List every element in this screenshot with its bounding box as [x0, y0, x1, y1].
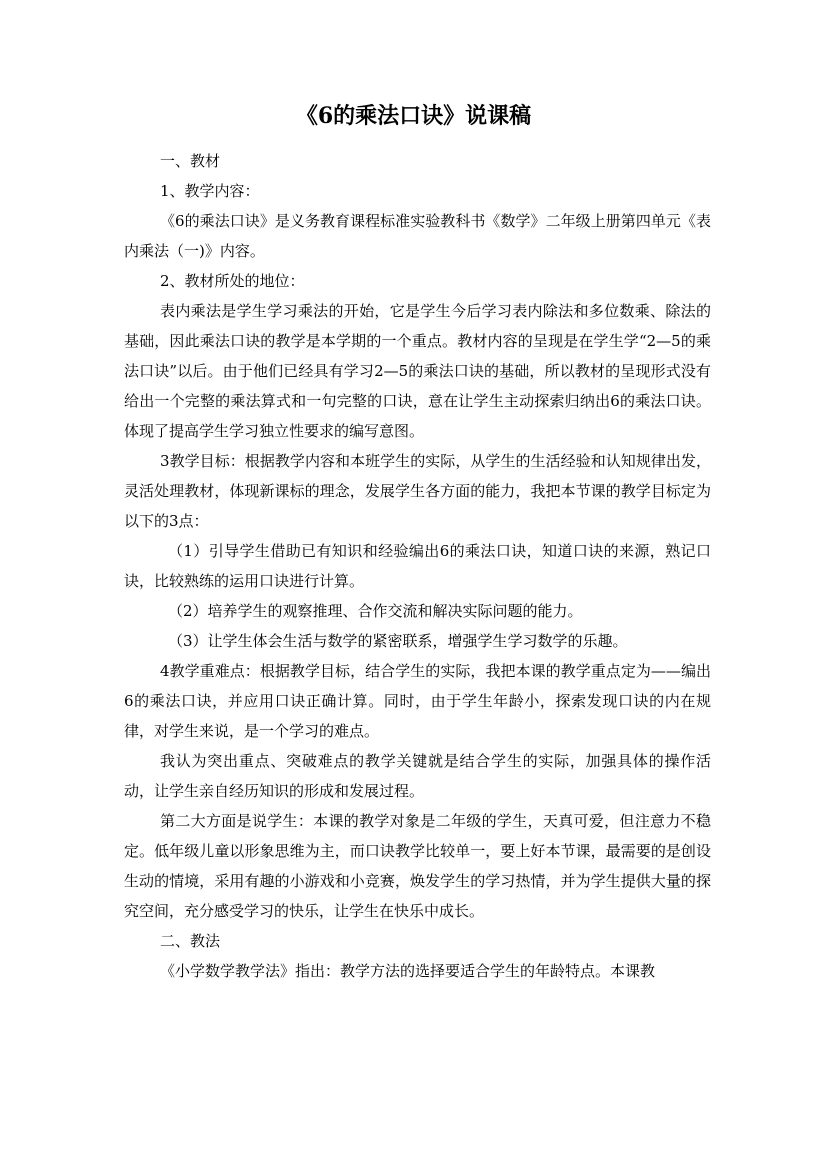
paragraph-teaching-content: 《6的乘法口诀》是义务教育课程标准实验教科书《数学》二年级上册第四单元《表内乘法（一)》内容。 — [124, 212, 711, 260]
subheading-textbook-position: 2、教材所处的地位： — [160, 272, 305, 290]
section-heading-textbook: 一、教材 — [160, 152, 221, 170]
goal-item-1: （1）引导学生借助已有知识和经验编出6的乘法口诀，知道口诀的来源，熟记口诀，比较熟练的运用口诀进行计算。 — [124, 542, 711, 590]
paragraph-teaching-methods: 《小学数学教学法》指出：教学方法的选择要适合学生的年龄特点。本课教 — [160, 962, 656, 980]
section-heading-teaching-methods: 二、教法 — [160, 932, 221, 950]
paragraph-about-students: 第二大方面是说学生：本课的教学对象是二年级的学生，天真可爱，但注意力不稳定。低年级儿童以形象思维为主，而口诀教学比较单一，要上好本节课，最需要的是创设生动的情境，采用有趣的小游戏和小竞赛，焕发学生的学习热情，并为学生提供大量的探究空间，充分感受学习的快乐，让学生在快乐中成长。 — [124, 812, 711, 920]
document-title: 《6的乘法口诀》说课稿 — [295, 103, 532, 129]
paragraph-teaching-key: 我认为突出重点、突破难点的教学关键就是结合学生的实际，加强具体的操作活动，让学生亲自经历知识的形成和发展过程。 — [124, 752, 711, 800]
paragraph-teaching-goals: 3教学目标：根据教学内容和本班学生的实际，从学生的生活经验和认知规律出发，灵活处理教材，体现新课标的理念，发展学生各方面的能力，我把本节课的教学目标定为以下的3点： — [124, 452, 711, 530]
paragraph-textbook-position: 表内乘法是学生学习乘法的开始，它是学生今后学习表内除法和多位数乘、除法的基础，因此乘法口诀的教学是本学期的一个重点。教材内容的呈现是在学生学“2—5的乘法口诀”以后。由于他们已经具有学习2—5的乘法口诀的基础，所以教材的呈现形式没有给出一个完整的乘法算式和一句完整的口诀，意在让学生主动探索归纳出6的乘法口诀。体现了提高学生学习独立性要求的编写意图。 — [124, 302, 711, 440]
goal-item-3: （3）让学生体会生活与数学的紧密联系，增强学生学习数学的乐趣。 — [168, 632, 628, 650]
goal-item-2: （2）培养学生的观察推理、合作交流和解决实际问题的能力。 — [168, 602, 583, 620]
subheading-teaching-content: 1、教学内容： — [160, 182, 260, 200]
document-body — [124, 146, 711, 986]
paragraph-key-points: 4教学重难点：根据教学目标，结合学生的实际，我把本课的教学重点定为——编出6的乘法口诀，并应用口诀正确计算。同时，由于学生年龄小，探索发现口诀的内在规律，对学生来说，是一个学习的难点。 — [124, 662, 711, 740]
